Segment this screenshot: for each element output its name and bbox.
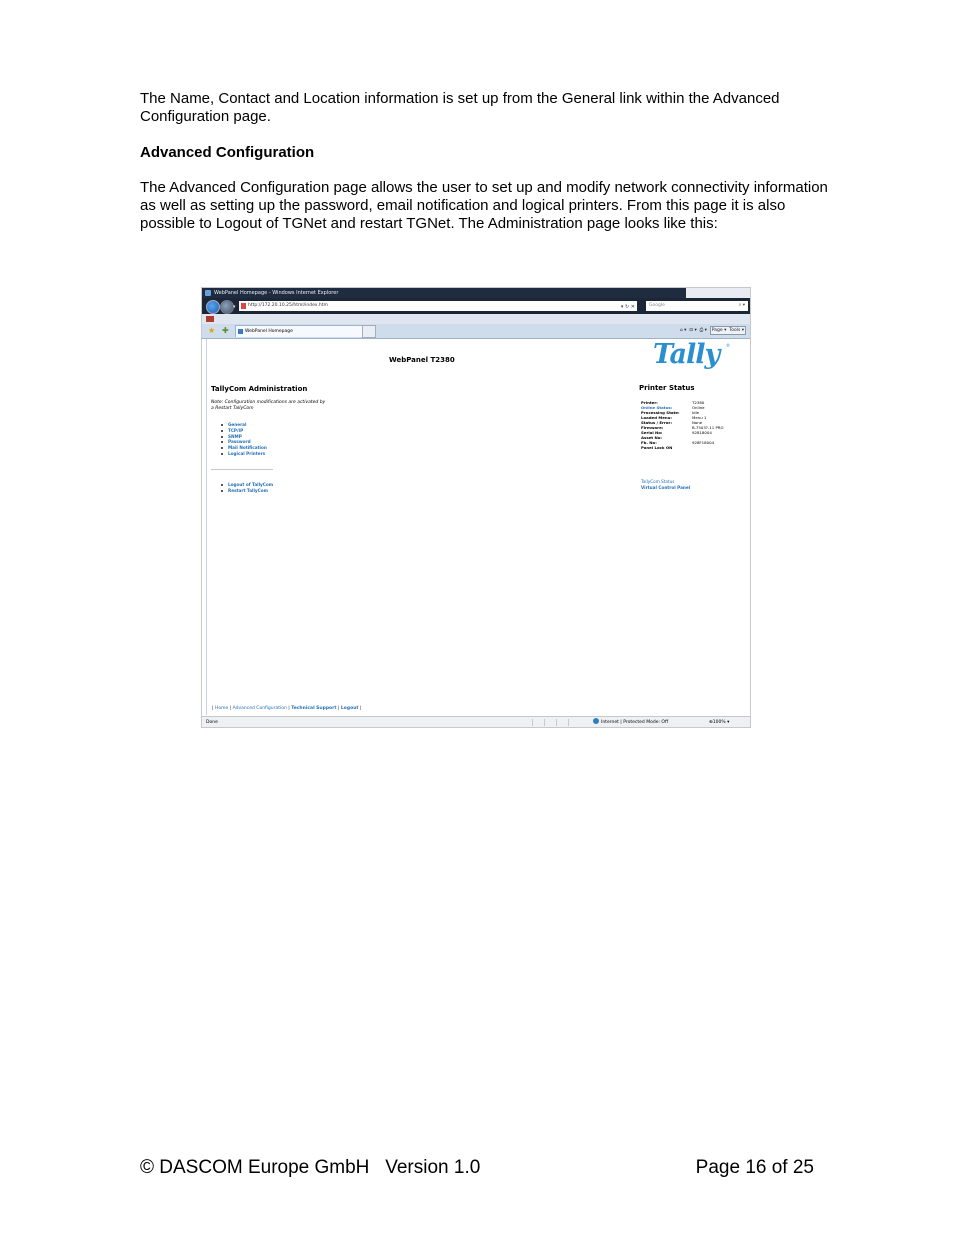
status-zone-text: Internet | Protected Mode: Off xyxy=(601,720,669,725)
page-title: WebPanel T2380 xyxy=(389,356,455,364)
new-tab-button xyxy=(362,325,376,338)
footer-link-logout: Logout xyxy=(340,706,359,711)
page-icon xyxy=(241,303,246,309)
address-text: http://172.20.10.25/html/index.htm xyxy=(248,303,328,308)
admin-heading: TallyCom Administration xyxy=(211,385,308,393)
link-tcpip: TCP/IP xyxy=(221,428,267,434)
link-mail-notification: Mail Notification xyxy=(221,445,267,451)
status-label: Online Status: xyxy=(641,405,673,410)
status-text: Done xyxy=(206,720,218,725)
status-label: Serial No: xyxy=(641,430,663,435)
tab-page-icon xyxy=(238,329,243,334)
tab-label: WebPanel Homepage xyxy=(245,329,293,334)
link-restart: Restart TallyCom xyxy=(221,488,273,494)
status-zone xyxy=(593,717,668,728)
status-label: Processing State: xyxy=(641,410,680,415)
status-zoom: ⊕100% ▾ xyxy=(709,720,730,725)
footer-copyright: © DASCOM Europe GmbH Version 1.0 xyxy=(140,1157,481,1178)
status-value: 92818004 xyxy=(692,430,712,435)
command-bar-labels: Page ▾ Tools ▾ xyxy=(711,328,744,333)
tab-webpanel-homepage xyxy=(235,325,369,337)
back-icon xyxy=(206,300,220,314)
status-separator xyxy=(556,719,557,726)
status-zoom-text: 100% xyxy=(712,720,726,725)
refresh-stop-icons: ▾ ↻ ✕ xyxy=(620,304,635,310)
search-icon: ⌕ ▾ xyxy=(738,303,745,308)
intro-paragraph: The Name, Contact and Location information is set up from the General link within the Advanced Configuration page. xyxy=(140,90,780,125)
status-label: Asset No: xyxy=(641,435,662,440)
footer-link-technical-support: Technical Support xyxy=(291,706,337,711)
search-placeholder: Google xyxy=(649,303,665,308)
status-separator xyxy=(544,719,545,726)
status-label: Loaded Menu: xyxy=(641,415,672,420)
status-label: Printer: xyxy=(641,400,658,405)
config-links xyxy=(221,422,267,457)
status-value: Online xyxy=(692,405,705,410)
embedded-browser-screenshot xyxy=(201,287,751,728)
tally-logo: Tally xyxy=(653,339,720,370)
status-separator xyxy=(568,719,569,726)
session-links xyxy=(221,482,273,494)
description-paragraph: The Advanced Configuration page allows the user to set up and modify network connectivity information as well as setting up the password, email notification and logical printers. From this page it is also possible to Logout of TGNet and restart TGNet. The Administration page looks like this: xyxy=(140,179,828,232)
window-titlebar xyxy=(202,288,686,298)
status-label: Panel Lock ON xyxy=(641,445,673,450)
command-bar: ⌂ ▾ ⊡ ▾ ⎙ ▾ Page ▾ Tools ▾ xyxy=(679,328,744,333)
toolbar-icon xyxy=(206,316,214,322)
history-dropdown-icon: ▾ xyxy=(233,304,236,310)
forward-icon xyxy=(220,300,234,314)
address-row xyxy=(202,298,751,314)
link-password: Password xyxy=(221,439,267,445)
status-label: Status / Error: xyxy=(641,420,673,425)
link-logical-printers: Logical Printers xyxy=(221,451,267,457)
link-logout: Logout of TallyCom xyxy=(221,482,273,488)
printer-status-heading: Printer Status xyxy=(639,384,695,392)
section-divider xyxy=(211,469,273,470)
link-virtual-control-panel: Virtual Control Panel xyxy=(641,485,691,490)
status-value: None xyxy=(692,420,703,425)
page-footer-links: | Home | Advanced Configuration | Technical Support | Logout | xyxy=(212,706,362,711)
favorites-star-icon: ★ xyxy=(208,326,216,335)
menu-row xyxy=(202,314,751,324)
tab-row xyxy=(202,324,751,339)
link-general: General xyxy=(221,422,267,428)
status-value: Idle xyxy=(692,410,700,415)
window-title: WebPanel Homepage - Windows Internet Explorer xyxy=(214,290,339,296)
page-content xyxy=(206,339,749,715)
address-bar xyxy=(239,301,637,311)
status-value: Menu 1 xyxy=(692,415,707,420)
add-favorite-icon: ✚ xyxy=(222,326,229,335)
status-value: T2380 xyxy=(692,400,705,405)
browser-status-bar xyxy=(202,716,751,728)
footer-link-advanced-configuration: Advanced Configuration xyxy=(232,706,287,711)
footer-link-home: Home xyxy=(214,706,229,711)
note-line-1: Note: Configuration modifications are activated by xyxy=(211,400,326,405)
ie-icon xyxy=(205,290,211,296)
globe-icon xyxy=(593,718,599,724)
footer-page-number: Page 16 of 25 xyxy=(695,1157,814,1178)
config-note xyxy=(211,400,325,412)
status-label: Fb. No: xyxy=(641,440,657,445)
link-snmp: SNMP xyxy=(221,434,267,440)
note-line-2: a Restart TallyCom xyxy=(211,406,254,411)
status-separator xyxy=(532,719,533,726)
status-value: B.7503?-11 PRG xyxy=(692,425,724,430)
section-heading: Advanced Configuration xyxy=(140,144,315,161)
search-box xyxy=(646,301,748,311)
status-value: 928F18004 xyxy=(692,440,715,445)
status-label: Firmware: xyxy=(641,425,664,430)
window-controls xyxy=(686,288,751,298)
logo-registered-mark: ® xyxy=(726,343,730,348)
link-tallycom-status: TallyCom Status xyxy=(641,479,675,484)
printer-status-links xyxy=(641,479,690,491)
